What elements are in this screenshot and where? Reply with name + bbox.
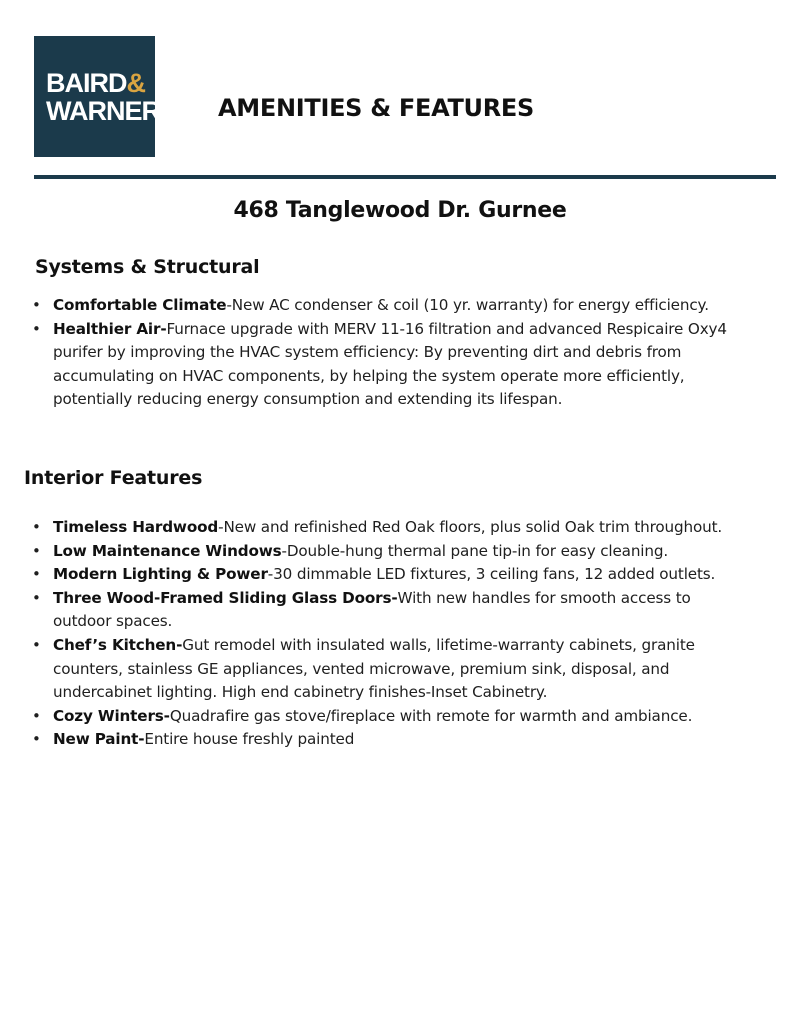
bullet-icon: • bbox=[32, 635, 41, 654]
logo-text-baird: BAIRD bbox=[46, 67, 127, 98]
bullet-icon: • bbox=[32, 730, 41, 749]
interior-feature-list bbox=[32, 516, 753, 752]
brand-logo bbox=[34, 36, 160, 157]
bullet-icon: • bbox=[32, 588, 41, 607]
feature-title: Chef’s Kitchen- bbox=[53, 635, 183, 654]
section-heading-systems: Systems & Structural bbox=[35, 256, 260, 278]
page-title: AMENITIES & FEATURES bbox=[218, 94, 535, 122]
bullet-icon: • bbox=[32, 319, 41, 338]
header-divider bbox=[34, 175, 776, 179]
list-item bbox=[32, 728, 753, 752]
feature-text: -New AC condenser & coil (10 yr. warranty) for energy efficiency. bbox=[226, 296, 709, 314]
list-item bbox=[32, 563, 753, 587]
feature-title: Timeless Hardwood bbox=[53, 518, 219, 536]
bullet-icon: • bbox=[32, 518, 41, 536]
feature-title: Healthier Air- bbox=[53, 319, 167, 338]
list-item bbox=[32, 540, 753, 564]
feature-title: Modern Lighting & Power bbox=[53, 565, 268, 584]
list-item bbox=[32, 294, 753, 318]
feature-title: New Paint- bbox=[53, 730, 145, 749]
feature-text: Gut remodel with insulated walls, lifetime-warranty cabinets, granite counters, stainless GE appliances, vented microwave, premium sink, disposal, and undercabinet lighting. High end cabinetry finishes-Inset Cabinetry. bbox=[53, 635, 695, 702]
list-item bbox=[32, 587, 753, 634]
bullet-icon: • bbox=[32, 706, 41, 725]
property-address: 468 Tanglewood Dr. Gurnee bbox=[233, 198, 567, 223]
list-item bbox=[32, 318, 753, 412]
feature-title: Comfortable Climate bbox=[53, 296, 227, 314]
systems-feature-list bbox=[32, 294, 753, 412]
section-heading-interior: Interior Features bbox=[24, 467, 203, 489]
bullet-icon: • bbox=[32, 565, 41, 584]
list-item bbox=[32, 634, 753, 705]
list-item bbox=[32, 705, 753, 729]
feature-text: -30 dimmable LED fixtures, 3 ceiling fans, 12 added outlets. bbox=[267, 565, 716, 584]
bullet-icon: • bbox=[32, 541, 41, 560]
feature-text: With new handles for smooth access to outdoor spaces. bbox=[53, 588, 691, 631]
feature-text: -New and refinished Red Oak floors, plus solid Oak trim throughout. bbox=[218, 518, 723, 536]
feature-title: Cozy Winters- bbox=[53, 706, 170, 725]
feature-title: Low Maintenance Windows bbox=[53, 541, 282, 560]
feature-text: -Double-hung thermal pane tip-in for easy cleaning. bbox=[281, 541, 669, 560]
feature-text: Furnace upgrade with MERV 11-16 filtration and advanced Respicaire Oxy4 purifer by improving the HVAC system efficiency: By preventing dirt and debris from accumulating on HVAC components, by helping the system operate more efficiently, potentially reducing energy consumption and extending its lifespan. bbox=[53, 319, 727, 409]
feature-title: Three Wood-Framed Sliding Glass Doors- bbox=[53, 588, 398, 607]
logo-line-baird bbox=[46, 69, 155, 97]
feature-text: Entire house freshly painted bbox=[144, 730, 355, 749]
logo-ampersand: & bbox=[126, 67, 145, 98]
logo-line-warner: WARNER bbox=[46, 95, 160, 126]
list-item bbox=[32, 516, 753, 540]
feature-text: Quadrafire gas stove/fireplace with remote for warmth and ambiance. bbox=[169, 706, 693, 725]
bullet-icon: • bbox=[32, 296, 41, 314]
